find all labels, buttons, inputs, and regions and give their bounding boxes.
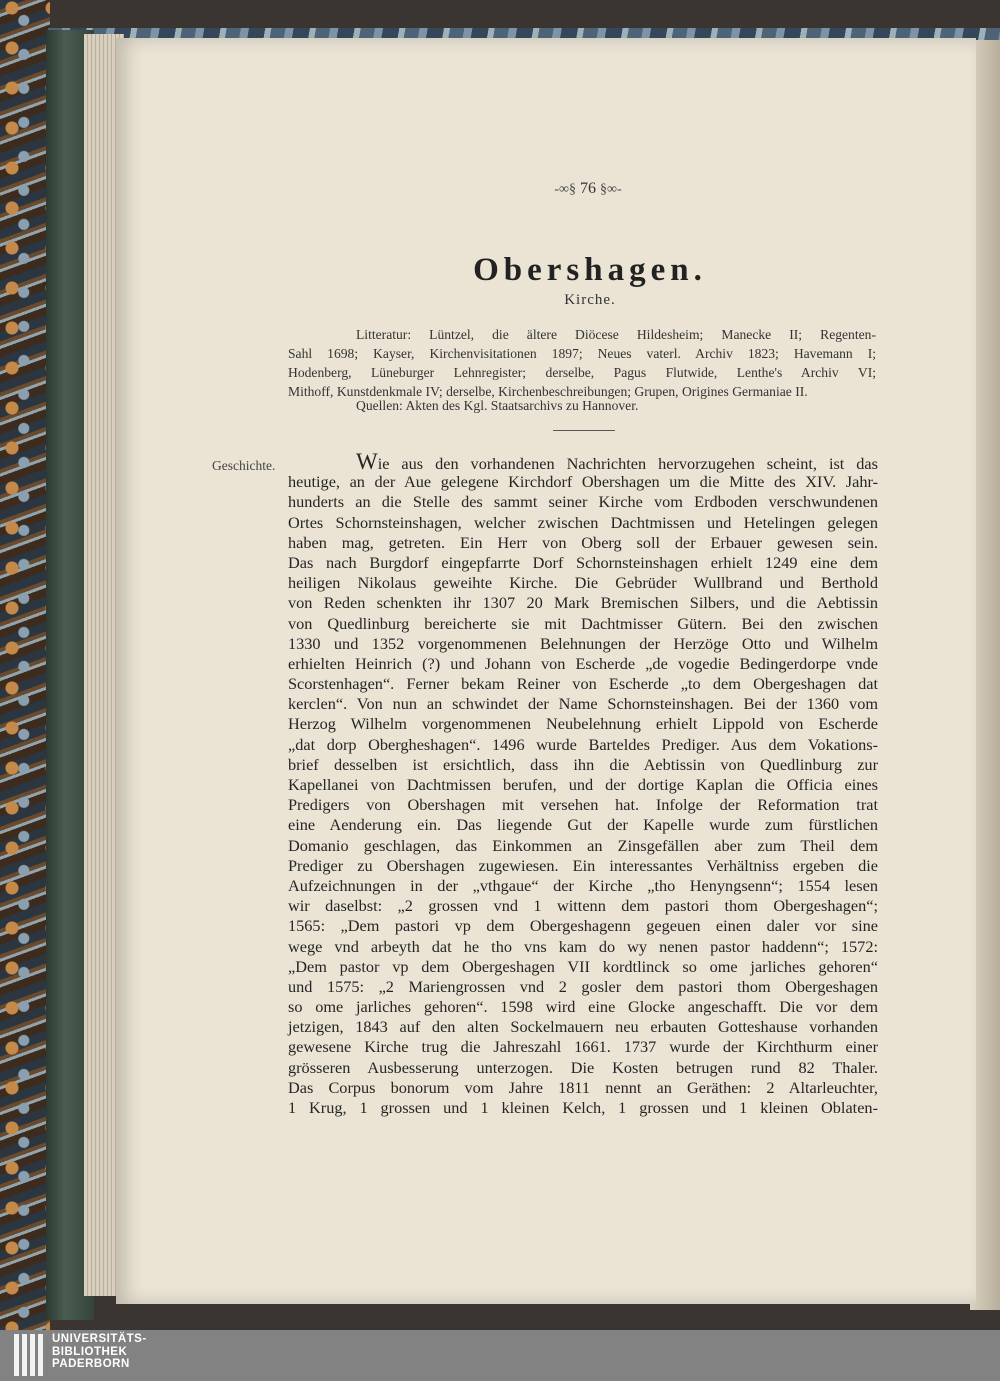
library-name-line: BIBLIOTHEK xyxy=(52,1345,128,1358)
library-logo-icon xyxy=(14,1334,50,1376)
body-line: wege vnd arbeyth dat he tho vns kam do wy nenen pastor haddenn“; 1572: xyxy=(288,936,878,956)
ornament-right: §∞- xyxy=(600,182,622,197)
body-line: eine Aenderung ein. Das liegende Gut der Kapelle wurde zum fürstlichen xyxy=(288,815,878,835)
margin-note: Geschichte. xyxy=(212,458,276,473)
body-line: Aufzeichnungen in der „vthgaue“ der Kirche „tho Henyngsenn“; 1554 lesen xyxy=(288,875,878,895)
section-divider xyxy=(553,430,615,431)
body-line: hunderts an die Stelle des sammt seiner Kirche vom Erdboden verschwundenen xyxy=(288,492,878,512)
body-line: brief desselben ist ersichtlich, dass ihn die Aebtissin von Quedlinburg zur xyxy=(288,754,878,774)
body-line: Ortes Schornsteinshagen, welcher zwischen Dachtmissen und Hetelingen gelegen xyxy=(288,512,878,532)
literature-block xyxy=(288,325,876,401)
body-line: erhielten Heinrich (?) und Johann von Escherde „de vogedie Bedingerdorpe vnde xyxy=(288,653,878,673)
body-line: Predigers von Obershagen mit versehen hat. Infolge der Reformation trat xyxy=(288,795,878,815)
body-line: von Quedlinburg bereicherte sie mit Dachtmisser Gütern. Bei den zwischen xyxy=(288,613,878,633)
body-line: Wie aus den vorhandenen Nachrichten hervorzugehen scheint, ist das xyxy=(356,449,878,474)
literature-line: Sahl 1698; Kayser, Kirchenvisitationen 1897; Neues vaterl. Archiv 1823; Havemann I; xyxy=(288,346,876,361)
page-title: Obershagen. xyxy=(473,252,707,288)
body-line: Das nach Burgdorf eingepfarrte Dorf Schornsteinshagen erhielt 1249 eine dem xyxy=(288,552,878,572)
library-name-line: UNIVERSITÄTS- xyxy=(52,1333,147,1345)
footer-bar xyxy=(0,1330,1000,1381)
body-line: so ome jarliches gehoren“. 1598 wird eine Glocke angeschafft. Die vor dem xyxy=(288,997,878,1017)
literature-line: Litteratur: Lüntzel, die ältere Diöcese Hildesheim; Manecke II; Regenten- xyxy=(356,327,876,342)
body-line: Domanio geschlagen, das Einkommen an Zinsgefällen aber zum Theil dem xyxy=(288,835,878,855)
library-name xyxy=(52,1333,147,1371)
body-line: und 1575: „2 Mariengrossen vnd 2 gosler dem pastori thom Obergeshagen xyxy=(288,976,878,996)
literature-line: Hodenberg, Lüneburger Lehnregister; derselbe, Pagus Flutwide, Lenthe's Archiv VI; xyxy=(288,365,876,380)
body-line: 1330 und 1352 vorgenommenen Belehnungen der Herzöge Otto und Wilhelm xyxy=(288,633,878,653)
body-line: gewesene Kirche trug die Jahreszahl 1661. 1737 wurde der Kirchthurm einer xyxy=(288,1037,878,1057)
literature-line: Mithoff, Kunstdenkmale IV; derselbe, Kirchenbeschreibungen; Grupen, Origines Germaniae II. xyxy=(288,384,808,399)
body-line: 1565: „Dem pastori vp dem Obergeshagenn gegeuen einen daler vor sine xyxy=(288,916,878,936)
body-line: Scorstenhagen“. Ferner bekam Reiner von Escherde „to dem Obergeshagen dat xyxy=(288,674,878,694)
body-line: „Dem pastor vp dem Obergeshagen VII kordtlinck so ome jarliches gehoren“ xyxy=(288,956,878,976)
body-line: von Reden schenkten ihr 1307 20 Mark Bremischen Silbers, und die Aebtissin xyxy=(288,593,878,613)
ornament-left: -∞§ xyxy=(554,182,576,197)
body-line: haben mag, getreten. Ein Herr von Oberg soll der Erbauer gewesen sein. xyxy=(288,532,878,552)
marbled-cover xyxy=(0,0,50,1330)
body-text xyxy=(288,449,878,1118)
body-line: 1 Krug, 1 grossen und 1 kleinen Kelch, 1 grossen und 1 kleinen Oblaten- xyxy=(288,1098,878,1117)
body-line: Prediger zu Obershagen zugewiesen. Ein interessantes Verhältniss ergeben die xyxy=(288,855,878,875)
body-line: wir daselbst: „2 grossen vnd 1 wittenn dem pastori thom Obergeshagen“; xyxy=(288,896,878,916)
body-line: heiligen Nikolaus geweihte Kirche. Die Gebrüder Wullbrand und Berthold xyxy=(288,573,878,593)
library-name-line: PADERBORN xyxy=(52,1358,130,1370)
sources-line: Quellen: Akten des Kgl. Staatsarchivs zu Hannover. xyxy=(356,398,639,413)
body-line: Kapellanei von Dachtmissen berufen, und der dortige Kaplan die Officia eines xyxy=(288,775,878,794)
body-line: kerclen“. Von nun an schwindet der Name Schornsteinshagen. Bei der 1360 vom xyxy=(288,694,878,714)
page-number-header xyxy=(540,180,636,198)
body-line: Das Corpus bonorum vom Jahre 1811 nennt an Geräthen: 2 Altarleuchter, xyxy=(288,1077,878,1097)
body-line: grösseren Ausbesserung unterzogen. Die Kosten betrugen rund 82 Thaler. xyxy=(288,1057,878,1077)
page-subtitle: Kirche. xyxy=(564,292,616,308)
body-line: „dat dorp Obergheshagen“. 1496 wurde Barteldes Prediger. Aus dem Vokations- xyxy=(288,734,878,754)
page-number: 76 xyxy=(580,180,596,197)
body-line: heutige, an der Aue gelegene Kirchdorf Obershagen um die Mitte des XIV. Jahr- xyxy=(288,472,878,492)
body-line: Herzog Wilhelm vorgenommenen Neubelehnung erhielt Lippold von Escherde xyxy=(288,714,878,734)
body-line: jetzigen, 1843 auf den alten Sockelmauern neu erbauten Gotteshause vorhanden xyxy=(288,1017,878,1037)
